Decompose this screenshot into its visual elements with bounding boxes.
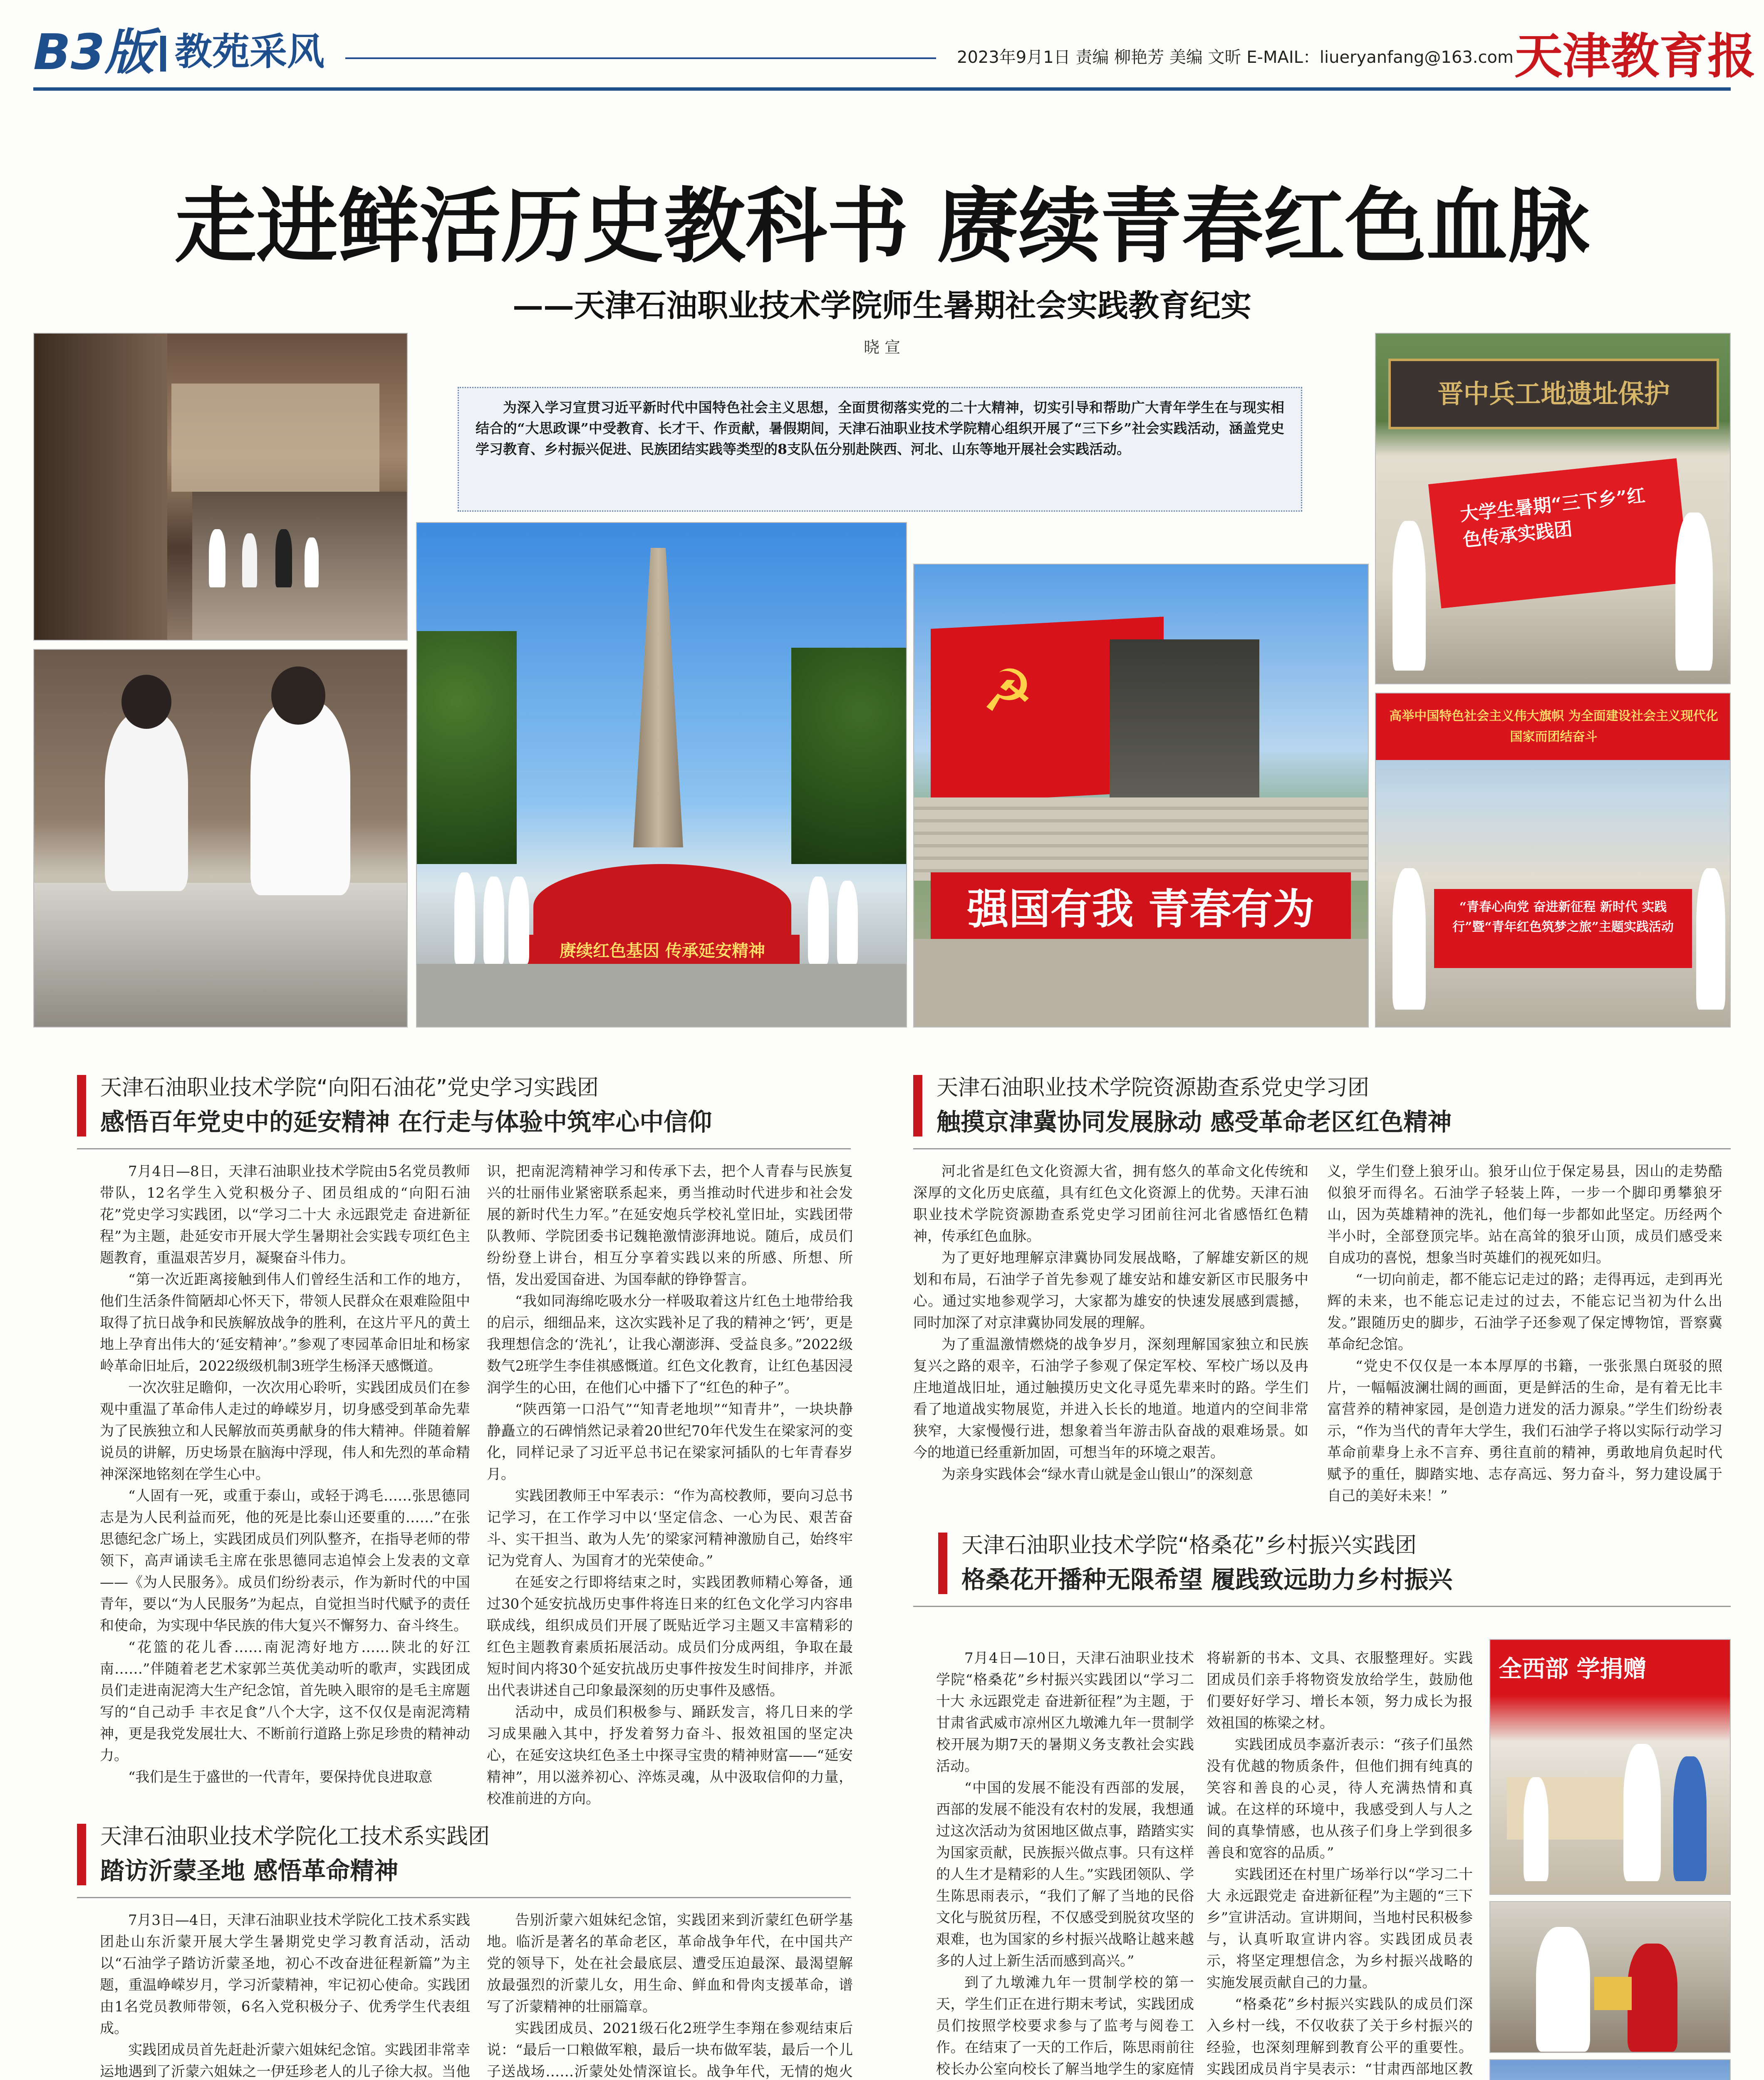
- photo-banner-theme: “青春心向党 奋进新征程 新时代 实践行”暨“青年红色筑梦之旅”主题实践活动: [1452, 900, 1674, 934]
- headline: 走进鲜活历史教科书 赓续青春红色血脉: [174, 179, 1590, 274]
- paragraph: 河北省是红色文化资源大省，拥有悠久的革命文化传统和深厚的文化历史底蕴，具有红色文化资源上的优势。天津石油职业技术学院资源勘查系党史学习团前往河北省感悟红色精神，传承红色血脉。: [913, 1163, 1308, 1245]
- photo-student-gift: [1489, 1901, 1731, 2053]
- section3-line1: 天津石油职业技术学院资源勘查系党史学习团: [937, 1075, 1370, 1100]
- intro-box: [458, 387, 1302, 512]
- section3-col1: [913, 1161, 1308, 1523]
- section2-col1: [100, 1909, 470, 2080]
- paragraph: 实践团还在村里广场举行以“学习二十大 永远跟党走 奋进新征程”为主题的“三下乡”宣讲活动。宣讲期间，当地村民积极参与，认真听取宣讲内容。实践团成员表示，将坚定理想信念，为乡村振兴战略的实施发展贡献自己的力量。: [1207, 1866, 1473, 1991]
- paragraph: 为了重温激情燃烧的战争岁月，深刻理解国家独立和民族复兴之路的艰辛，石油学子参观了保定军校、军校广场以及冉庄地道战旧址，通过触摸历史文化寻觅先辈来时的路。学生们看了地道战实物展览，并进入长长的地道。地道内的空间非常狭窄，大家慢慢行进，想象着当年游击队奋战的艰难场景。如今的地道已经重新加固，可想当年的环境之艰苦。: [913, 1336, 1308, 1461]
- intro-text: 为深入学习宣贯习近平新时代中国特色社会主义思想，全面贯彻落实党的二十大精神，切实引导和帮助广大青年学生在与现实相结合的“大思政课”中受教育、长才干、作贡献，暑假期间，天津石油职业技术学院精心组织开展了“三下乡”社会实践活动，涵盖党史学习教育、乡村振兴促进、民族团结实践等类型的8支队伍分别赴陕西、河北、山东等地开展社会实践活动。: [476, 399, 1284, 457]
- paragraph: “陕西第一口沿气”“知青老地坝”“知青井”，一块块静静矗立的石碑悄然记录着20世纪70年代发生在梁家河的变化，同样记录了习近平总书记在梁家河插队的七年青春岁月。: [487, 1401, 853, 1483]
- paragraph: 7月4日—10日，天津石油职业技术学院“格桑花”乡村振兴实践团以“学习二十大 永远跟党走 奋进新征程”为主题，于甘肃省武威市凉州区九墩滩九年一贯制学校开展为期7天的暑期义务支教社会实践活动。: [936, 1650, 1194, 1775]
- paragraph: 告别沂蒙六姐妹纪念馆，实践团来到沂蒙红色研学基地。临沂是著名的革命老区，革命战争年代，在中国共产党的领导下，处在社会最底层、遭受压迫最深、最渴望解放最强烈的沂蒙儿女，用生命、鲜血和骨肉支援革命，谱写了沂蒙精神的壮丽篇章。: [487, 1912, 853, 2015]
- photo-students-banner: [1375, 693, 1731, 1028]
- paragraph: 义，学生们登上狼牙山。狼牙山位于保定易县，因山的走势酷似狼牙而得名。石油学子轻装上阵，一步一个脚印勇攀狼牙山，因为英雄精神的洗礼，他们每一步都如此坚定。历经两个半小时，全部登顶完毕。站在高耸的狼牙山顶，成员们感受来自成功的喜悦，想象当时英雄们的视死如归。: [1327, 1163, 1722, 1266]
- header-info: 2023年9月1日 责编 柳艳芳 美编 文昕 E-MAIL：liueryanfang@163.com: [957, 48, 1514, 67]
- photo-party-flag-monument: [913, 564, 1369, 1028]
- paragraph: 实践团成员首先赶赴沂蒙六姐妹纪念馆。实践团非常幸运地遇到了沂蒙六姐妹之一伊廷珍老人的儿子徐大叔。当他: [100, 2042, 470, 2080]
- photo-display-case: [33, 649, 408, 1028]
- section3-bar: [913, 1075, 922, 1137]
- paragraph: 为了更好地理解京津冀协同发展战略，了解雄安新区的规划和布局，石油学子首先参观了雄安站和雄安新区市民服务中心。通过实地参观学习，大家都为雄安的快速发展感到震撼，同时加深了对京津冀协同发展的理解。: [913, 1250, 1308, 1331]
- photo-banner-yanan: 赓续红色基因 传承延安精神: [525, 935, 800, 964]
- paragraph: “花篮的花儿香……南泥湾好地方……陕北的好江南……”伴随着老艺术家郭兰英优美动听的歌声，实践团成员们走进南泥湾大生产纪念馆，首先映入眼帘的是毛主席题写的“自己动手 丰衣足食”八个大字，这不仅仅是南泥湾精神，更是我党发展壮大、不断前行道路上弥足珍贵的精神动力。: [100, 1639, 470, 1764]
- donation-banner-text: 全西部 学捐赠: [1499, 1655, 1647, 1683]
- section3-heading: [913, 1073, 1704, 1140]
- section1-bar: [77, 1075, 86, 1137]
- section2-line2: 踏访沂蒙圣地 感悟革命精神: [100, 1857, 399, 1885]
- paragraph: “我们是生于盛世的一代青年，要保持优良进取意: [128, 1769, 433, 1785]
- section1-col2: [487, 1161, 853, 1810]
- photo-pagoda: [416, 522, 907, 1028]
- photo-donation-event: [1489, 1639, 1731, 1895]
- paragraph: “我如同海绵吃吸水分一样吸取着这片红色土地带给我的启示，细细品来，这次实践补足了我的精神之‘钙’，更是我理想信念的‘洗礼’，让我心潮澎湃、受益良多。”2022级数气2班学生李佳祺感慨道。红色文化教育，让红色基因浸润学生的心田，在他们心中播下了“红色的种子”。: [487, 1293, 853, 1396]
- photo-rural-school: [1489, 2059, 1731, 2080]
- paragraph: 7月3日—4日，天津石油职业技术学院化工技术系实践团赴山东沂蒙开展大学生暑期党史学习教育活动，活动以“石油学子踏访沂蒙圣地，初心不改奋进征程新篇”为主题，重温峥嵘岁月，学习沂蒙精神，牢记初心使命。实践团由1名党员教师带领，6名入党积极分子、优秀学生代表组成。: [100, 1912, 470, 2037]
- section1-rule: [77, 1148, 851, 1149]
- photo-banner-strong-nation: 强国有我 青春有为: [931, 872, 1351, 939]
- paragraph: 一次次驻足瞻仰，一次次用心聆听，实践团成员们在参观中重温了革命伟人走过的峥嵘岁月，切身感受到革命先辈为了民族独立和人民解放而英勇献身的伟大精神。伴随着解说员的讲解，历史场景在脑海中浮现，伟人和先烈的革命精神深深地铭刻在学生心中。: [100, 1379, 470, 1483]
- paragraph: 到了九墩滩九年一贯制学校的第一天，学生们正在进行期末考试，实践团成员们按照学校要求参与了监考与阅卷工作。在结束了一天的工作后，陈思雨前往校长办公室向校长了解当地学生的家庭情: [936, 1974, 1194, 2078]
- section2-bar: [77, 1824, 86, 1885]
- photo-museum-corridor: [33, 333, 408, 641]
- column-name: 教苑采风: [175, 30, 325, 74]
- section4-rule: [913, 1606, 1731, 1607]
- section1-line2: 感悟百年党史中的延安精神 在行走与体验中筑牢心中信仰: [100, 1108, 712, 1136]
- paper-logo: 天津教育报: [1514, 28, 1756, 84]
- paragraph: “党史不仅仅是一本本厚厚的书籍，一张张黑白斑驳的照片，一幅幅波澜壮阔的画面，更是鲜活的生命，是有着无比丰富营养的精神家园，是创造力迸发的活力源泉。”学生们纷纷表示，“作为当代的青年大学生，我们石油学子将以实际行动学习革命前辈身上永不言弃、勇往直前的精神，勇敢地肩负起时代赋予的重任，脚踏实地、志存高远、努力奋斗，努力建设属于自己的美好未来！”: [1327, 1358, 1722, 1504]
- edition-label: B3版: [33, 23, 154, 81]
- header-rule-top: [345, 57, 936, 59]
- header-rule-bottom: [33, 87, 1731, 91]
- section2-col2: [487, 1909, 853, 2080]
- paragraph: “人固有一死，或重于泰山，或轻于鸿毛……张思德同志是为人民利益而死，他的死是比泰山还要重的……”在张思德纪念广场上，实践团成员们列队整齐，在指导老师的带领下，高声诵读毛主席在张思德同志追悼会上发表的文章——《为人民服务》。成员们纷纷表示，作为新时代的中国青年，要以“为人民服务”为起点，自觉担当时代赋予的责任和使命，为实现中华民族的伟大复兴不懈努力、奋斗终生。: [100, 1488, 470, 1634]
- photo-banner-slogan: 高举中国特色社会主义伟大旗帜 为全面建设社会主义现代化国家而团结奋斗: [1389, 709, 1718, 744]
- section2-heading: [77, 1822, 867, 1889]
- subtitle: ——天津石油职业技术学院师生暑期社会实践教育纪实: [513, 288, 1251, 324]
- paragraph: 实践团成员李嘉沂表示：“孩子们虽然没有优越的物质条件，但他们拥有纯真的笑容和善良的心灵，待人充满热情和真诚。在这样的环境中，我感受到人与人之间的真挚情感，也从孩子们身上学到很多善良和宽容的品质。”: [1207, 1736, 1473, 1861]
- flag-text: 大学生暑期“三下乡”红色传承实践团: [1459, 485, 1646, 551]
- section2-line1: 天津石油职业技术学院化工技术系实践团: [100, 1824, 490, 1849]
- photo-group-flag: [1375, 333, 1731, 684]
- section1-line1: 天津石油职业技术学院“向阳石油花”党史学习实践团: [100, 1075, 599, 1100]
- section3-col2: [1327, 1161, 1722, 1523]
- section3-rule: [913, 1148, 1731, 1149]
- paragraph: 活动中，成员们积极参与、踊跃发言，将几日来的学习成果融入其中，抒发着努力奋斗、报效祖国的坚定决心，在延安这块红色圣土中探寻宝贵的精神财富——“延安精神”，用以滋养初心、淬炼灵魂，从中汲取信仰的力量，校准前进的方向。: [487, 1704, 853, 1807]
- paragraph: “一切向前走，都不能忘记走过的路；走得再远，走到再光辉的未来，也不能忘记走过的过去，不能忘记当初为什么出发。”跟随历史的脚步，石油学子还参观了保定博物馆，晋察冀革命纪念馆。: [1327, 1271, 1722, 1353]
- paragraph: 实践团教师王中军表示：“作为高校教师，要向习总书记学习，在工作学习中以‘坚定信念、一心为民、艰苦奋斗、实干担当、敢为人先’的梁家河精神激励自己，始终牢记为党育人、为国育才的光荣使命。”: [487, 1488, 853, 1569]
- paragraph: 实践团成员、2021级石化2班学生李翔在参观结束后说：“最后一口粮做军粮，最后一块布做军装，最后一个儿子送战场……沂蒙处处情深谊长。战争年代，无情的炮火: [487, 2020, 853, 2080]
- hammer-sickle-icon: ☭: [981, 657, 1034, 725]
- paragraph: “格桑花”乡村振兴实践队的成员们深入乡村一线，不仅收获了关于乡村振兴的经验，也深刻理解到教育公平的重要性。实践团成员肖宇昊表示：“甘肃西部地区教: [1207, 1996, 1473, 2078]
- paragraph: 识，把南泥湾精神学习和传承下去，把个人青春与民族复兴的壮丽伟业紧密联系起来，勇当推动时代进步和社会发展的新时代生力军。”在延安炮兵学校礼堂旧址，实践团带队教师、学院团委书记魏艳激情澎湃地说。随后，成员们纷纷登上讲台，相互分享着实践以来的所感、所想、所悟，发出爱国奋进、为国奉献的铮铮誓言。: [487, 1163, 853, 1288]
- header-divider-mark: [160, 36, 166, 72]
- paragraph: “中国的发展不能没有西部的发展，西部的发展不能没有农村的发展，我想通过这次活动为贫困地区做点事，踏踏实实为国家贡献，民族振兴做点事。只有这样的人生才是精彩的人生。”实践团领队、学生陈思雨表示，“我们了解了当地的民俗文化与脱贫历程，不仅感受到脱贫攻坚的艰难，也为国家的乡村振兴战略让越来越多的人过上新生活而感到高兴。”: [936, 1780, 1194, 1969]
- section4-heading: [938, 1531, 1729, 1597]
- section2-rule: [77, 1897, 851, 1898]
- memorial-sign: 晋中兵工地遗址保护: [1437, 379, 1670, 409]
- paragraph: “第一次近距离接触到伟人们曾经生活和工作的地方，他们生活条件简陋却心怀天下，带领人民群众在艰难险阻中取得了抗日战争和民族解放战争的胜利，在这片平凡的黄土地上孕育出伟大的‘延安精神’。”参观了枣园革命旧址和杨家岭革命旧址后，2022级级机制3班学生杨泽天感慨道。: [100, 1271, 470, 1374]
- section1-col1: [100, 1161, 470, 1810]
- section4-col2: [1207, 1647, 1473, 2080]
- author: 晓 宣: [863, 338, 901, 357]
- paragraph: 7月4日—8日，天津石油职业技术学院由5名党员教师带队，12名学生入党积极分子、团员组成的“向阳石油花”党史学习实践团，以“学习二十大 永远跟党走 奋进新征程”为主题，赴延安市开展大学生暑期社会实践专项红色主题教育，重温艰苦岁月，凝聚奋斗伟力。: [100, 1163, 470, 1266]
- paragraph: 将崭新的书本、文具、衣服整理好。实践团成员们亲手将物资发放给学生，鼓励他们要好好学习、增长本领，努力成长为报效祖国的栋梁之材。: [1207, 1650, 1473, 1731]
- section1-heading: [77, 1073, 867, 1140]
- paragraph: 在延安之行即将结束之时，实践团教师精心筹备，通过30个延安抗战历史事件将连日来的红色文化学习内容串联成线，组织成员们开展了既贴近学习主题又丰富精彩的红色主题教育素质拓展活动。成员们分成两组，争取在最短时间内将30个延安抗战历史事件按发生时间排序，并派出代表讲述自己印象最深刻的历史事件及感悟。: [487, 1574, 853, 1699]
- paragraph: 为亲身实践体会“绿水青山就是金山银山”的深刻意: [941, 1466, 1253, 1483]
- section4-col1: [936, 1647, 1194, 2080]
- section3-line2: 触摸京津冀协同发展脉动 感受革命老区红色精神: [937, 1108, 1452, 1136]
- section4-bar: [938, 1533, 947, 1594]
- section4-line1: 天津石油职业技术学院“格桑花”乡村振兴实践团: [961, 1533, 1417, 1558]
- section4-line2: 格桑花开播种无限希望 履践致远助力乡村振兴: [961, 1565, 1453, 1594]
